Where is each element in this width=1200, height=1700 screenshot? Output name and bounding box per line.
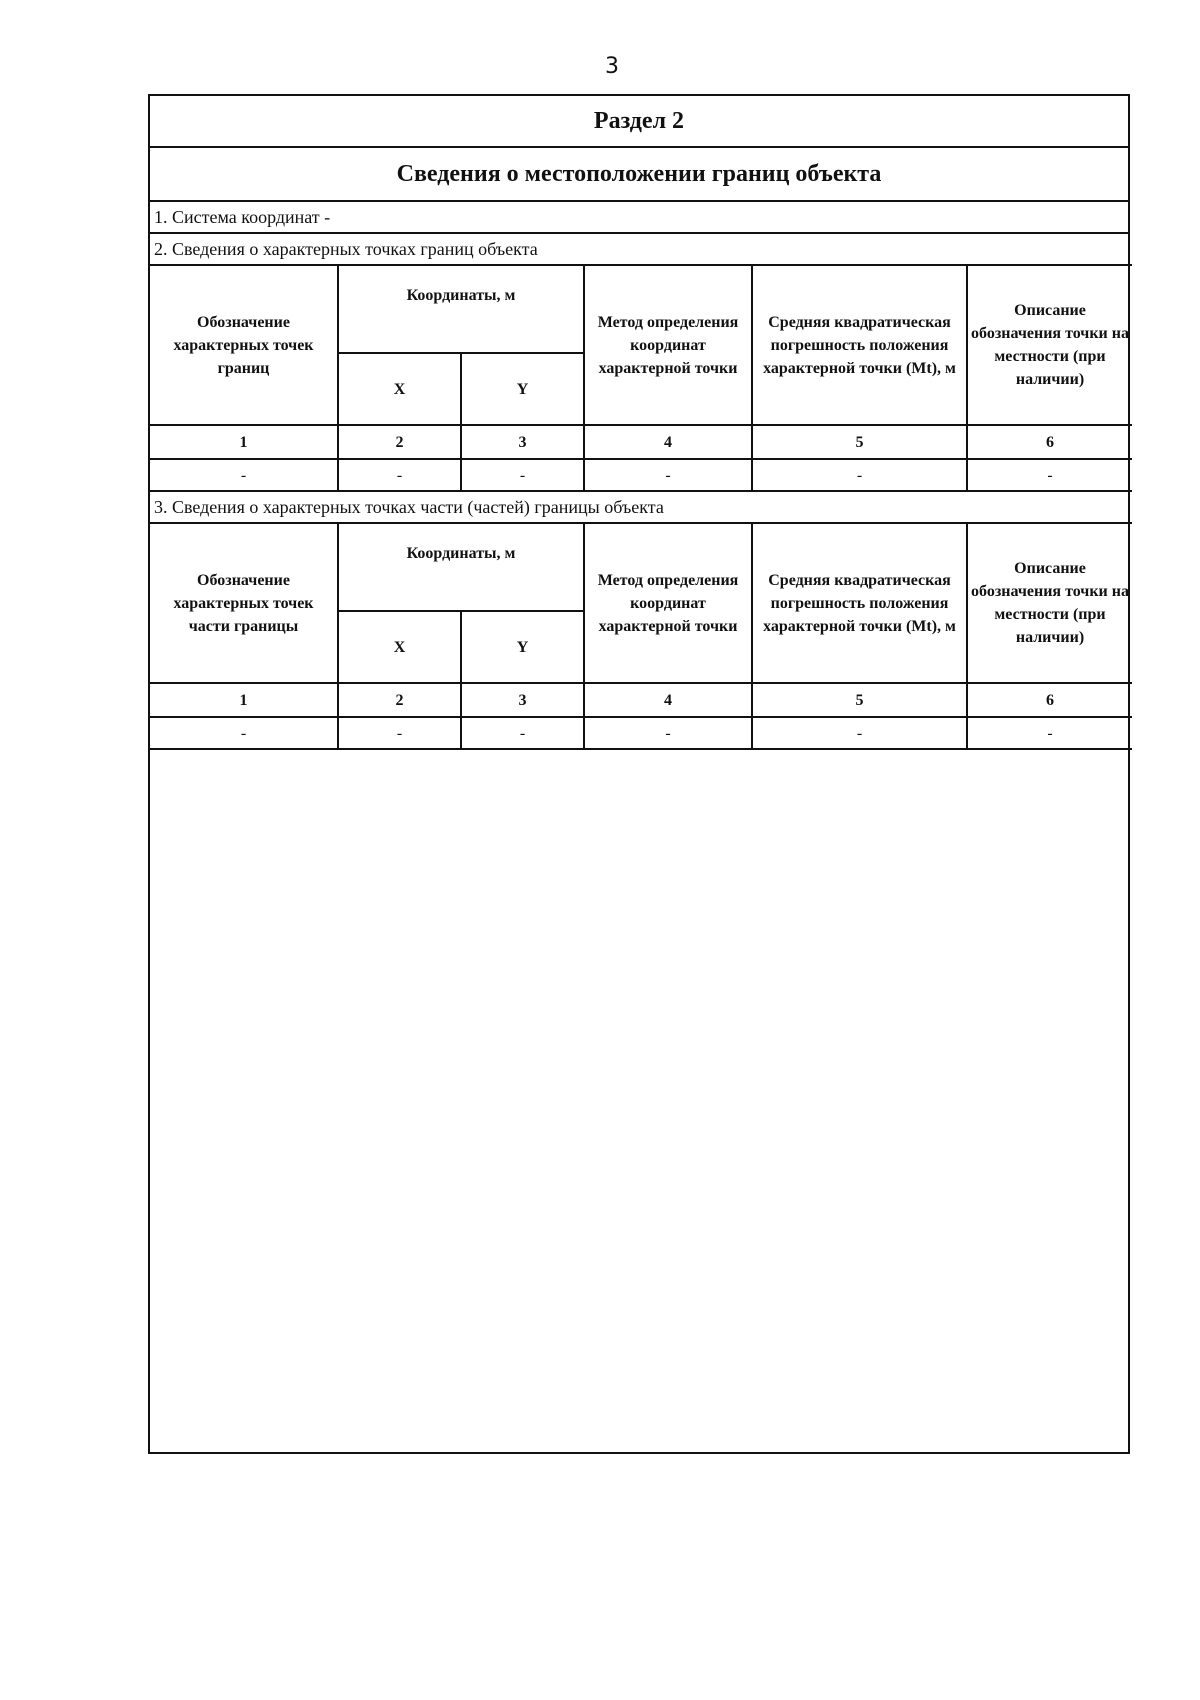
header-description: Описание обозначения точки на местности (при наличии) (967, 523, 1132, 683)
header-error: Средняя квадратическая погрешность положения характерной точки (Mt), м (752, 523, 967, 683)
table-cell: - (584, 459, 752, 491)
part-boundary-points-table (150, 522, 1132, 750)
header-point-designation: Обозначение характерных точек границ (150, 265, 338, 425)
header-description: Описание обозначения точки на местности (при наличии) (967, 265, 1132, 425)
header-error: Средняя квадратическая погрешность положения характерной точки (Mt), м (752, 265, 967, 425)
header-coordinates: Координаты, м (338, 265, 584, 353)
section-frame (148, 94, 1130, 1454)
table-cell: - (338, 459, 461, 491)
header-coordinates: Координаты, м (338, 523, 584, 611)
points-heading: 2. Сведения о характерных точках границ объекта (154, 238, 538, 259)
table-row (150, 459, 1132, 491)
column-number: 3 (461, 683, 584, 717)
table-cell: - (967, 717, 1132, 749)
column-numbers-row (150, 683, 1132, 717)
table-cell: - (584, 717, 752, 749)
header-point-designation: Обозначение характерных точек части границы (150, 523, 338, 683)
header-x: X (338, 353, 461, 425)
header-x: X (338, 611, 461, 683)
column-number: 5 (752, 683, 967, 717)
column-number: 4 (584, 425, 752, 459)
table-cell: - (752, 717, 967, 749)
column-number: 6 (967, 425, 1132, 459)
table-cell: - (338, 717, 461, 749)
column-numbers-row (150, 425, 1132, 459)
coordinate-system-line: 1. Система координат - (150, 202, 1128, 234)
column-number: 1 (150, 425, 338, 459)
page-number: 3 (605, 54, 619, 79)
column-number: 3 (461, 425, 584, 459)
section-subtitle: Сведения о местоположении границ объекта (150, 148, 1128, 202)
header-y: Y (461, 353, 584, 425)
table-cell: - (461, 717, 584, 749)
boundary-points-table (150, 264, 1132, 492)
column-number: 5 (752, 425, 967, 459)
table-row (150, 717, 1132, 749)
header-y: Y (461, 611, 584, 683)
column-number: 2 (338, 425, 461, 459)
table-cell: - (150, 717, 338, 749)
table-cell: - (461, 459, 584, 491)
column-number: 6 (967, 683, 1132, 717)
column-number: 4 (584, 683, 752, 717)
part-points-heading: 3. Сведения о характерных точках части (частей) границы объекта (154, 496, 664, 517)
column-number: 1 (150, 683, 338, 717)
table-cell: - (752, 459, 967, 491)
column-number: 2 (338, 683, 461, 717)
section-title: Раздел 2 (150, 96, 1128, 148)
header-method: Метод определения координат характерной точки (584, 523, 752, 683)
table-cell: - (150, 459, 338, 491)
header-method: Метод определения координат характерной точки (584, 265, 752, 425)
table-cell: - (967, 459, 1132, 491)
